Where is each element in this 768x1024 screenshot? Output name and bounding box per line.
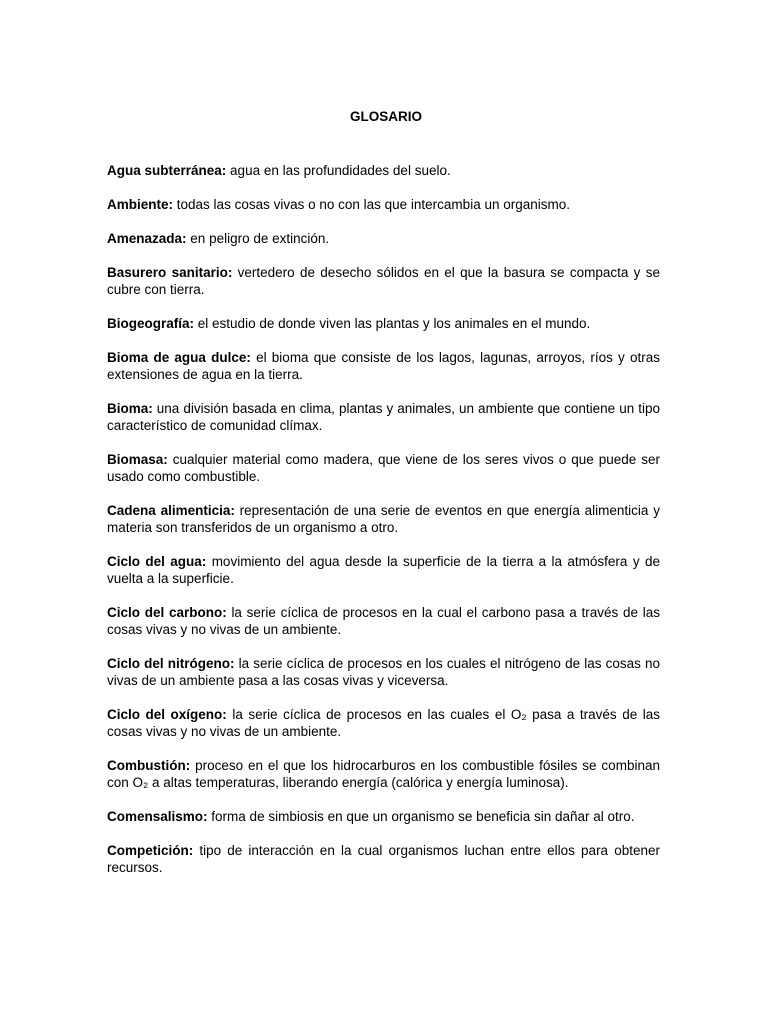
glossary-term: Cadena alimenticia:: [107, 503, 235, 518]
glossary-term: Bioma de agua dulce:: [107, 350, 251, 365]
glossary-term: Biomasa:: [107, 452, 168, 467]
glossary-entry-amenazada: [107, 230, 660, 247]
glossary-term: Ciclo del nitrógeno:: [107, 656, 235, 671]
glossary-definition: forma de simbiosis en que un organismo se beneficia sin dañar al otro.: [211, 809, 635, 824]
glossary-term: Combustión:: [107, 758, 191, 773]
glossary-term: Ciclo del agua:: [107, 554, 207, 569]
glossary-entry-ambiente: [107, 196, 660, 213]
glossary-definition: la serie cíclica de procesos en las cuales el O₂ pasa a través de las cosas vivas y no vivas de un ambiente.: [107, 707, 660, 739]
glossary-term: Biogeografía:: [107, 316, 195, 331]
glossary-definition: la serie cíclica de procesos en la cual el carbono pasa a través de las cosas vivas y no vivas de un ambiente.: [107, 605, 660, 637]
glossary-term: Competición:: [107, 843, 194, 858]
glossary-definition: la serie cíclica de procesos en los cuales el nitrógeno de las cosas no vivas de un ambiente pasa a las cosas vivas y viceversa.: [107, 656, 660, 688]
glossary-entry-ciclo-nitrogeno: [107, 655, 660, 689]
glossary-entry-ciclo-agua: [107, 553, 660, 587]
glossary-entry-comensalismo: [107, 808, 660, 825]
glossary-definition: cualquier material como madera, que viene de los seres vivos o que puede ser usado como combustible.: [107, 452, 660, 484]
glossary-list: [107, 162, 660, 893]
glossary-entry-cadena-alimenticia: [107, 502, 660, 536]
glossary-term: Agua subterránea:: [107, 163, 227, 178]
glossary-entry-ciclo-oxigeno: [107, 706, 660, 740]
glossary-term: Ciclo del carbono:: [107, 605, 227, 620]
glossary-entry-biomasa: [107, 451, 660, 485]
glossary-definition: agua en las profundidades del suelo.: [230, 163, 451, 178]
glossary-entry-bioma: [107, 400, 660, 434]
glossary-definition: proceso en el que los hidrocarburos en los combustible fósiles se combinan con O₂ a altas temperaturas, liberando energía (calórica y energía luminosa).: [107, 758, 660, 790]
glossary-term: Ambiente:: [107, 197, 174, 212]
page-title: GLOSARIO: [349, 109, 422, 124]
glossary-definition: el bioma que consiste de los lagos, lagunas, arroyos, ríos y otras extensiones de agua en la tierra.: [107, 350, 660, 382]
glossary-definition: una división basada en clima, plantas y animales, un ambiente que contiene un tipo característico de comunidad clímax.: [107, 401, 660, 433]
glossary-definition: el estudio de donde viven las plantas y los animales en el mundo.: [197, 316, 591, 331]
glossary-definition: movimiento del agua desde la superficie de la tierra a la atmósfera y de vuelta a la superficie.: [107, 554, 660, 586]
glossary-entry-agua-subterranea: [107, 162, 660, 179]
glossary-term: Ciclo del oxígeno:: [107, 707, 227, 722]
glossary-entry-competicion: [107, 842, 660, 876]
glossary-entry-ciclo-carbono: [107, 604, 660, 638]
glossary-term: Bioma:: [107, 401, 153, 416]
glossary-entry-combustion: [107, 757, 660, 791]
glossary-term: Amenazada:: [107, 231, 187, 246]
glossary-definition: vertedero de desecho sólidos en el que la basura se compacta y se cubre con tierra.: [107, 265, 660, 297]
glossary-term: Comensalismo:: [107, 809, 208, 824]
glossary-term: Basurero sanitario:: [107, 265, 233, 280]
glossary-entry-biogeografia: [107, 315, 660, 332]
glossary-entry-basurero-sanitario: [107, 264, 660, 298]
glossary-entry-bioma-agua-dulce: [107, 349, 660, 383]
glossary-definition: todas las cosas vivas o no con las que intercambia un organismo.: [176, 197, 570, 212]
glossary-definition: en peligro de extinción.: [190, 231, 330, 246]
glossary-definition: tipo de interacción en la cual organismos luchan entre ellos para obtener recursos.: [107, 843, 660, 875]
glossary-definition: representación de una serie de eventos en que energía alimenticia y materia son transferidos de un organismo a otro.: [107, 503, 660, 535]
